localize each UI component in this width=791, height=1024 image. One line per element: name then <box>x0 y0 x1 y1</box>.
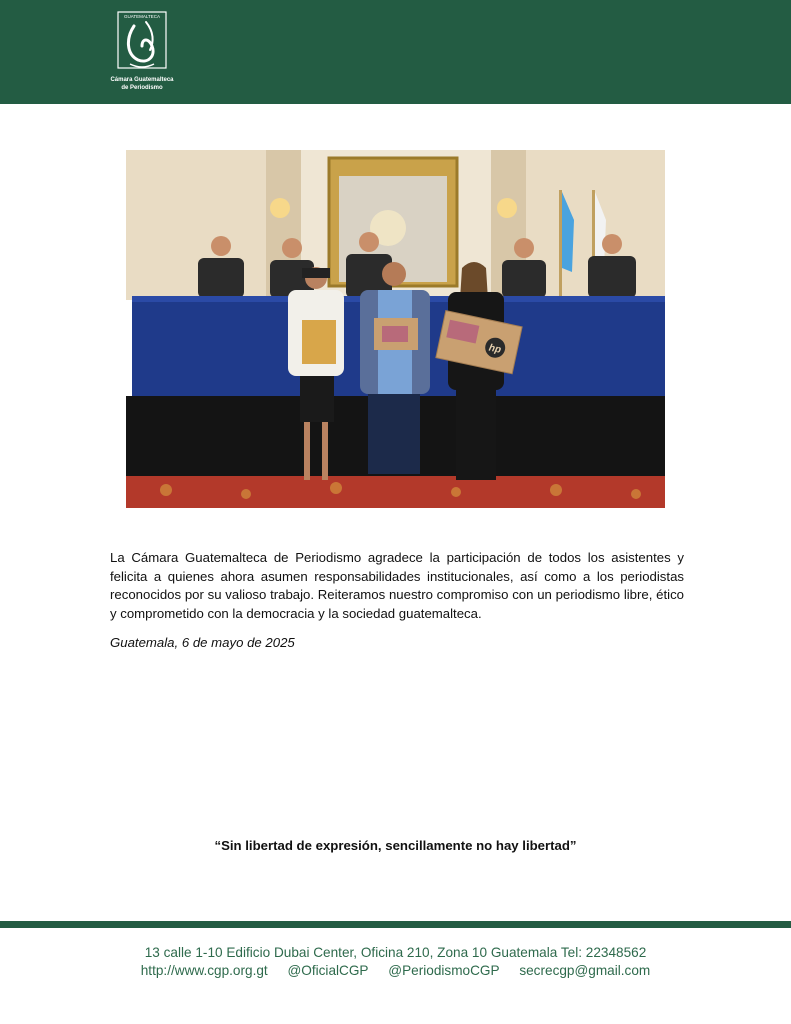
twitter-handle-oficial[interactable]: @OficialCGP <box>287 963 369 978</box>
cgp-logo <box>108 8 176 94</box>
motto-quote: “Sin libertad de expresión, sencillamente no hay libertad” <box>214 838 577 853</box>
event-photo <box>126 150 665 508</box>
footer-divider <box>0 921 791 928</box>
svg-text:GUATEMALTECA: GUATEMALTECA <box>123 14 161 19</box>
cgp-emblem-icon <box>112 8 172 74</box>
footer-address: 13 calle 1-10 Edificio Dubai Center, Oficina 210, Zona 10 Guatemala Tel: 22348562 <box>144 945 647 960</box>
event-photo-illustration <box>126 150 665 508</box>
footer-contacts <box>0 963 791 978</box>
twitter-handle-periodismo[interactable]: @PeriodismoCGP <box>388 963 500 978</box>
body-paragraph: La Cámara Guatemalteca de Periodismo agradece la participación de todos los asistentes y felicita a quienes ahora asumen responsabilidades institucionales, así como a los periodistas reconocidos por su valioso trabajo. Reiteramos nuestro compromiso con un periodismo libre, ético y comprometido con la democracia y la sociedad guatemalteca. <box>110 550 684 621</box>
svg-text:hp: hp <box>487 342 502 356</box>
email-link[interactable]: secrecgp@gmail.com <box>519 963 651 978</box>
website-link[interactable]: http://www.cgp.org.gt <box>140 963 268 978</box>
letterhead-header <box>0 0 791 104</box>
dateline: Guatemala, 6 de mayo de 2025 <box>110 635 295 650</box>
logo-caption: Cámara Guatemalteca de Periodismo <box>110 77 174 91</box>
